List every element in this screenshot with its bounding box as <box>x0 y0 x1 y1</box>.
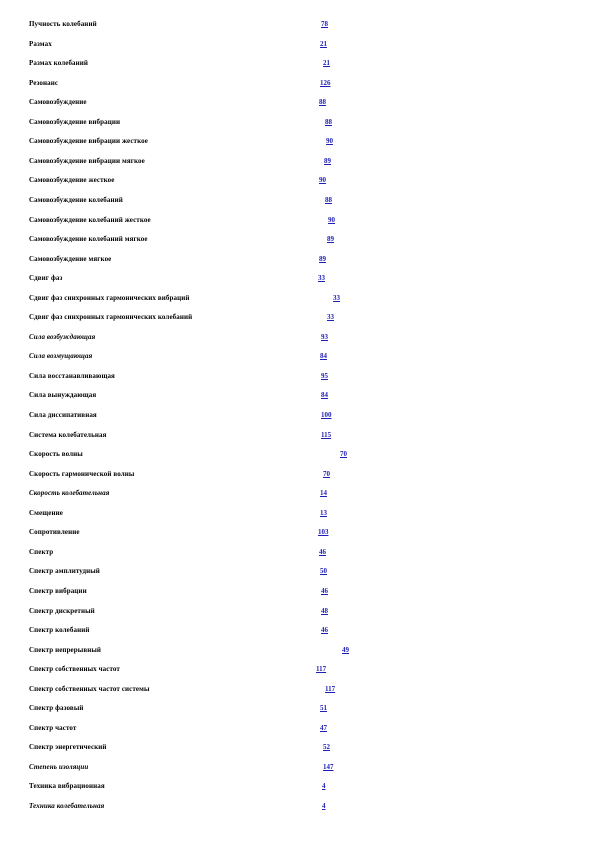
page-number-link[interactable]: 51 <box>320 704 327 713</box>
index-term: Размах <box>29 39 52 48</box>
page-number-link[interactable]: 21 <box>323 59 330 68</box>
index-term: Сопротивление <box>29 528 80 537</box>
index-term: Система колебательная <box>29 430 107 439</box>
index-entry <box>0 564 595 578</box>
page-number-link[interactable]: 88 <box>319 98 326 107</box>
page-number-link[interactable]: 89 <box>319 254 326 263</box>
index-entry <box>0 799 595 813</box>
index-entry <box>0 545 595 559</box>
index-term: Сила вынуждающая <box>29 391 97 400</box>
index-entry <box>0 56 595 70</box>
index-entry <box>0 760 595 774</box>
index-term: Сила диссипативная <box>29 411 97 419</box>
page-number-link[interactable]: 100 <box>321 411 332 419</box>
index-entry <box>0 408 595 422</box>
page-number-link[interactable]: 4 <box>322 802 326 810</box>
index-entry <box>0 643 595 657</box>
page-number-link[interactable]: 4 <box>322 782 326 791</box>
index-entry <box>0 623 595 637</box>
page-number-link[interactable]: 70 <box>323 469 330 478</box>
index-entry <box>0 76 595 90</box>
index-term: Техника вибрационная <box>29 782 105 791</box>
index-entry <box>0 252 595 266</box>
page-number-link[interactable]: 46 <box>321 626 328 635</box>
index-term: Скорость колебательная <box>29 489 110 498</box>
index-term: Спектр <box>29 547 54 556</box>
index-entry <box>0 193 595 207</box>
index-term: Спектр частот <box>29 723 77 732</box>
index-entry <box>0 369 595 383</box>
index-entry <box>0 486 595 500</box>
index-term: Сдвиг фаз синхронных гармонических колебаний <box>29 313 193 322</box>
index-entry <box>0 291 595 305</box>
index-entry <box>0 779 595 793</box>
page-number-link[interactable]: 33 <box>327 313 334 322</box>
page-number-link[interactable]: 70 <box>340 450 347 459</box>
index-term: Спектр собственных частот системы <box>29 684 150 693</box>
index-term: Спектр фазовый <box>29 704 84 713</box>
index-term: Самовозбуждение вибрации жесткое <box>29 137 148 146</box>
index-term: Спектр непрерывный <box>29 645 102 654</box>
index-entry <box>0 115 595 129</box>
index-term: Самовозбуждение жесткое <box>29 176 115 185</box>
index-entry <box>0 721 595 735</box>
page-number-link[interactable]: 78 <box>321 20 328 28</box>
page-number-link[interactable]: 84 <box>320 352 327 361</box>
index-entry <box>0 428 595 442</box>
page-number-link[interactable]: 50 <box>320 567 327 576</box>
page-number-link[interactable]: 52 <box>323 743 330 752</box>
index-term: Самовозбуждение колебаний <box>29 195 123 204</box>
page-number-link[interactable]: 95 <box>321 371 328 380</box>
index-entry <box>0 447 595 461</box>
index-term: Спектр дискретный <box>29 606 95 615</box>
page-number-link[interactable]: 115 <box>321 430 332 439</box>
index-term: Спектр собственных частот <box>29 665 120 674</box>
index-term: Самовозбуждение колебаний жесткое <box>29 215 151 224</box>
page-number-link[interactable]: 89 <box>327 235 334 244</box>
index-entry <box>0 154 595 168</box>
page-number-link[interactable]: 126 <box>320 78 331 87</box>
page-number-link[interactable]: 90 <box>326 137 333 146</box>
index-term: Самовозбуждение мягкое <box>29 254 112 263</box>
page-number-link[interactable]: 14 <box>320 489 327 498</box>
page-number-link[interactable]: 117 <box>316 665 327 674</box>
index-term: Резонанс <box>29 78 59 87</box>
index-entry <box>0 467 595 481</box>
page-number-link[interactable]: 117 <box>325 684 336 693</box>
index-entry <box>0 213 595 227</box>
index-entry <box>0 349 595 363</box>
page-number-link[interactable]: 21 <box>320 39 327 48</box>
index-term: Самовозбуждение колебаний мягкое <box>29 235 148 244</box>
index-entry <box>0 37 595 51</box>
index-entry <box>0 134 595 148</box>
index-term: Самовозбуждение вибрации <box>29 117 121 126</box>
index-term: Сила восстанавливающая <box>29 371 115 380</box>
page-number-link[interactable]: 90 <box>328 215 335 224</box>
index-entry <box>0 330 595 344</box>
index-entry <box>0 740 595 754</box>
index-term: Сила возмущающая <box>29 352 93 361</box>
index-entry <box>0 506 595 520</box>
index-entry <box>0 173 595 187</box>
page-number-link[interactable]: 93 <box>321 332 328 341</box>
index-term: Сдвиг фаз синхронных гармонических вибраций <box>29 293 190 302</box>
page-number-link[interactable]: 49 <box>342 645 349 654</box>
index-term: Спектр вибрации <box>29 586 87 595</box>
index-entry <box>0 701 595 715</box>
index-term: Самовозбуждение <box>29 98 87 107</box>
index-term: Спектр колебаний <box>29 626 90 635</box>
index-term: Сдвиг фаз <box>29 274 63 283</box>
page-number-link[interactable]: 48 <box>321 606 328 615</box>
index-entry <box>0 662 595 676</box>
page-number-link[interactable]: 84 <box>321 391 328 400</box>
index-term: Спектр энергетический <box>29 743 107 752</box>
index-term: Самовозбуждение вибрации мягкое <box>29 156 145 165</box>
page-number-link[interactable]: 103 <box>318 528 329 537</box>
index-term: Пучность колебаний <box>29 20 97 28</box>
index-term: Скорость волны <box>29 450 83 459</box>
index-term: Сила возбуждающая <box>29 332 96 341</box>
index-entry <box>0 310 595 324</box>
index-term: Смещение <box>29 508 63 517</box>
page-number-link[interactable]: 13 <box>320 508 327 517</box>
page-number-link[interactable]: 47 <box>320 723 327 732</box>
index-term: Степень изоляции <box>29 762 89 771</box>
index-entry <box>0 271 595 285</box>
index-entry <box>0 232 595 246</box>
page-number-link[interactable]: 33 <box>318 274 325 283</box>
index-term: Спектр амплитудный <box>29 567 100 576</box>
index-entry <box>0 17 595 31</box>
page-number-link[interactable]: 90 <box>319 176 326 185</box>
index-entry <box>0 604 595 618</box>
index-entry <box>0 525 595 539</box>
index-term: Скорость гармонической волны <box>29 469 135 478</box>
index-entry <box>0 95 595 109</box>
page-number-link[interactable]: 88 <box>325 195 332 204</box>
page-number-link[interactable]: 46 <box>319 547 326 556</box>
page-number-link[interactable]: 46 <box>321 586 328 595</box>
index-entry <box>0 584 595 598</box>
index-term: Размах колебаний <box>29 59 89 68</box>
index-entry <box>0 682 595 696</box>
index-term: Техника колебательная <box>29 802 105 810</box>
page-number-link[interactable]: 88 <box>325 117 332 126</box>
page-number-link[interactable]: 33 <box>333 293 340 302</box>
page-number-link[interactable]: 147 <box>323 762 334 771</box>
page-number-link[interactable]: 89 <box>324 156 331 165</box>
index-entry <box>0 388 595 402</box>
